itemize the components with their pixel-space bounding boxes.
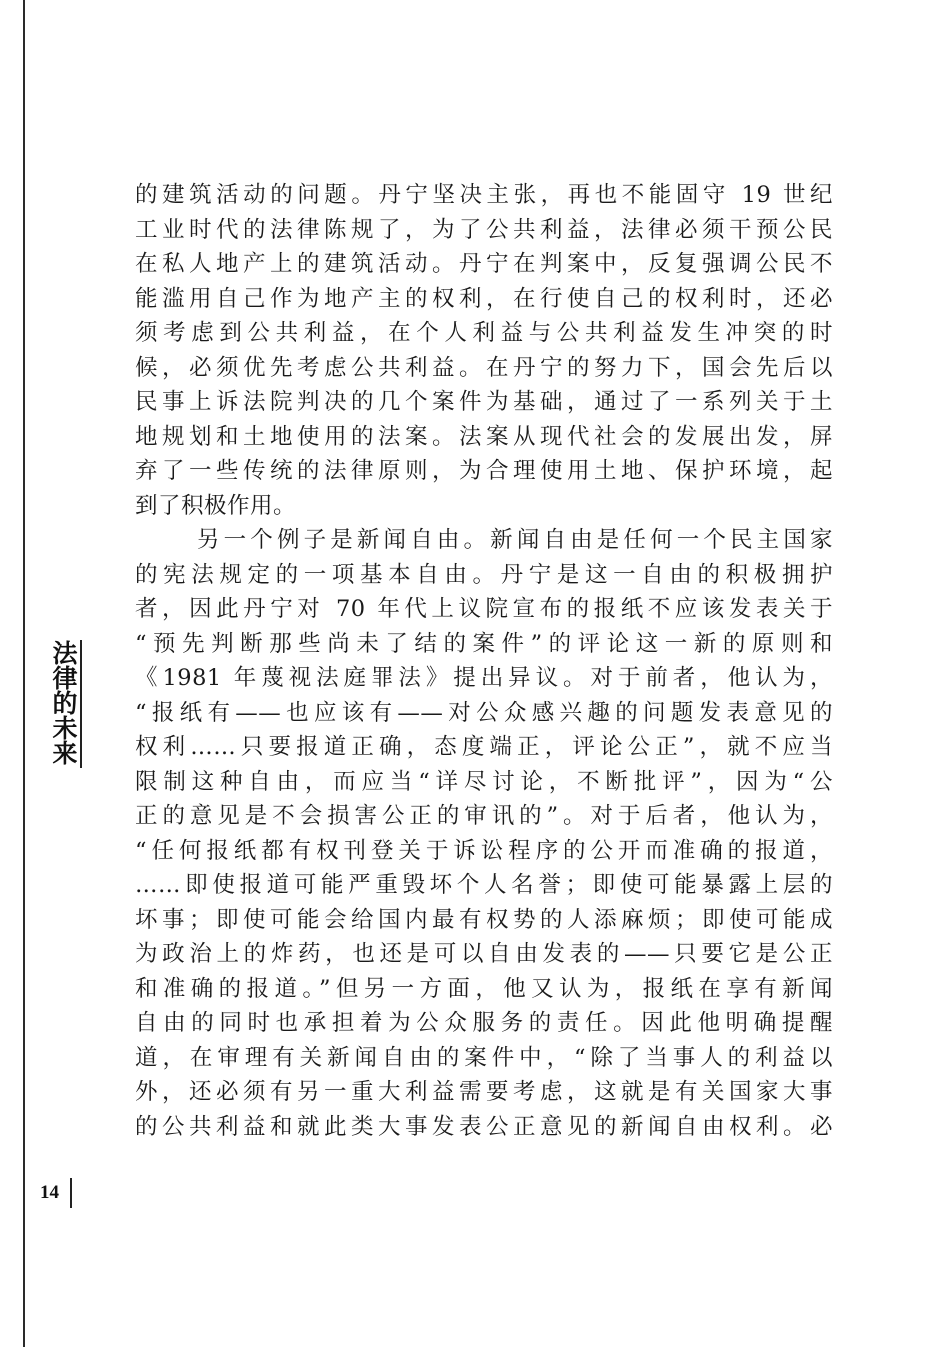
text-line: 的宪法规定的一项基本自由。丹宁是这一自由的积极拥护 [135,561,833,588]
text-line: 弃了一些传统的法律原则，为合理使用土地、保护环境，起 [135,458,833,484]
page-number: 14 [40,1182,59,1203]
text-line: “报纸有——也应该有——对公众感兴趣的问题发表意见的 [135,699,833,726]
text-line: “任何报纸都有权刊登关于诉讼程序的公开而准确的报道， [135,837,833,864]
paragraph-end-line: 到了积极作用。 [135,492,297,519]
text-line: 民事上诉法院判决的几个案件为基础，通过了一系列关于土 [135,389,833,415]
text-line: 正的意见是不会损害公正的审讯的”。对于后者，他认为， [135,803,833,829]
text-line: 权利……只要报道正确，态度端正，评论公正”，就不应当 [135,734,833,760]
text-line: 在私人地产上的建筑活动。丹宁在判案中，反复强调公民不 [135,251,833,277]
text-line: 为政治上的炸药，也还是可以自由发表的——只要它是公正 [135,941,833,967]
chapter-title-rule [80,640,82,768]
page-number-rule [70,1178,72,1208]
body-text [135,178,833,1144]
text-line: “预先判断那些尚未了结的案件”的评论这一新的原则和 [135,630,833,657]
text-line: 候，必须优先考虑公共利益。在丹宁的努力下，国会先后以 [135,354,833,381]
running-chapter-title: 法律的未来 [49,640,78,765]
text-line: ……即使报道可能严重毁坏个人名誉；即使可能暴露上层的 [135,872,833,898]
text-line: 者，因此丹宁对 70 年代上议院宣布的报纸不应该发表关于 [135,596,833,622]
text-line: 地规划和土地使用的法案。法案从现代社会的发展出发，屏 [135,423,833,450]
text-line: 《1981 年蔑视法庭罪法》提出异议。对于前者，他认为， [135,665,833,691]
text-line: 自由的同时也承担着为公众服务的责任。因此他明确提醒 [135,1010,833,1036]
paragraph-start-line: 另一个例子是新闻自由。新闻自由是任何一个民主国家 [197,527,833,553]
text-line: 道，在审理有关新闻自由的案件中，“除了当事人的利益以 [135,1044,833,1071]
text-line: 的建筑活动的问题。丹宁坚决主张，再也不能固守 19 世纪 [135,182,833,208]
text-line: 限制这种自由，而应当“详尽讨论，不断批评”，因为“公 [135,768,833,795]
left-margin-rule [23,0,25,1347]
text-line: 坏事；即使可能会给国内最有权势的人添麻烦；即使可能成 [135,906,833,933]
text-line: 外，还必须有另一重大利益需要考虑，这就是有关国家大事 [135,1079,833,1105]
text-line: 的公共利益和就此类大事发表公正意见的新闻自由权利。必 [135,1113,833,1140]
text-line: 须考虑到公共利益，在个人利益与公共利益发生冲突的时 [135,320,833,346]
text-line: 和准确的报道。”但另一方面，他又认为，报纸在享有新闻 [135,975,833,1002]
text-line: 工业时代的法律陈规了，为了公共利益，法律必须干预公民 [135,216,833,243]
text-line: 能滥用自己作为地产主的权利，在行使自己的权利时，还必 [135,285,833,312]
